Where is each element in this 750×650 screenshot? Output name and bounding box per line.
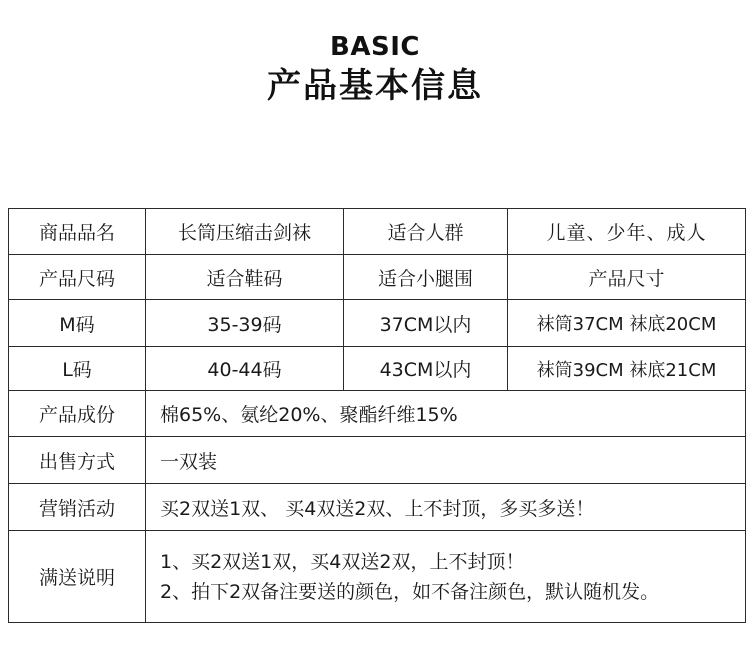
table-row — [9, 484, 746, 531]
product-spec-table — [8, 208, 746, 623]
calf-girth-header: 适合小腿围 — [344, 255, 508, 300]
composition-value: 棉65%、氨纶20%、聚酯纤维15% — [146, 391, 746, 437]
table-row — [9, 255, 746, 300]
table-row — [9, 209, 746, 255]
target-group-label: 适合人群 — [344, 209, 508, 255]
size-label: 产品尺码 — [9, 255, 146, 300]
shoe-size-header: 适合鞋码 — [146, 255, 344, 300]
size-m-calf: 37CM以内 — [344, 300, 508, 347]
dimensions-header: 产品尺寸 — [508, 255, 746, 300]
size-m-shoe: 35-39码 — [146, 300, 344, 347]
table-row — [9, 437, 746, 484]
size-l-dims: 袜筒39CM 袜底21CM — [508, 347, 746, 391]
size-m: M码 — [9, 300, 146, 347]
size-l-calf: 43CM以内 — [344, 347, 508, 391]
target-group-value: 儿童、少年、成人 — [508, 209, 746, 255]
gift-notes-label: 满送说明 — [9, 531, 146, 623]
table-row — [9, 531, 746, 623]
title-chinese: 产品基本信息 — [267, 66, 483, 106]
table-row — [9, 391, 746, 437]
sale-method-value: 一双装 — [146, 437, 746, 484]
gift-note-line-1: 1、买2双送1双，买4双送2双，上不封顶！ — [160, 550, 525, 573]
size-l: L码 — [9, 347, 146, 391]
promotion-value: 买2双送1双、 买4双送2双、上不封顶，多买多送！ — [146, 484, 746, 531]
table-row — [9, 300, 746, 347]
product-name-label: 商品品名 — [9, 209, 146, 255]
page-header — [0, 30, 750, 108]
size-l-shoe: 40-44码 — [146, 347, 344, 391]
promotion-label: 营销活动 — [9, 484, 146, 531]
size-m-dims: 袜筒37CM 袜底20CM — [508, 300, 746, 347]
gift-note-line-2: 2、拍下2双备注要送的颜色，如不备注颜色，默认随机发。 — [160, 580, 660, 603]
title-english: BASIC — [330, 32, 420, 62]
gift-notes-value — [146, 531, 746, 623]
product-name-value: 长筒压缩击剑袜 — [146, 209, 344, 255]
composition-label: 产品成份 — [9, 391, 146, 437]
table-row — [9, 347, 746, 391]
sale-method-label: 出售方式 — [9, 437, 146, 484]
